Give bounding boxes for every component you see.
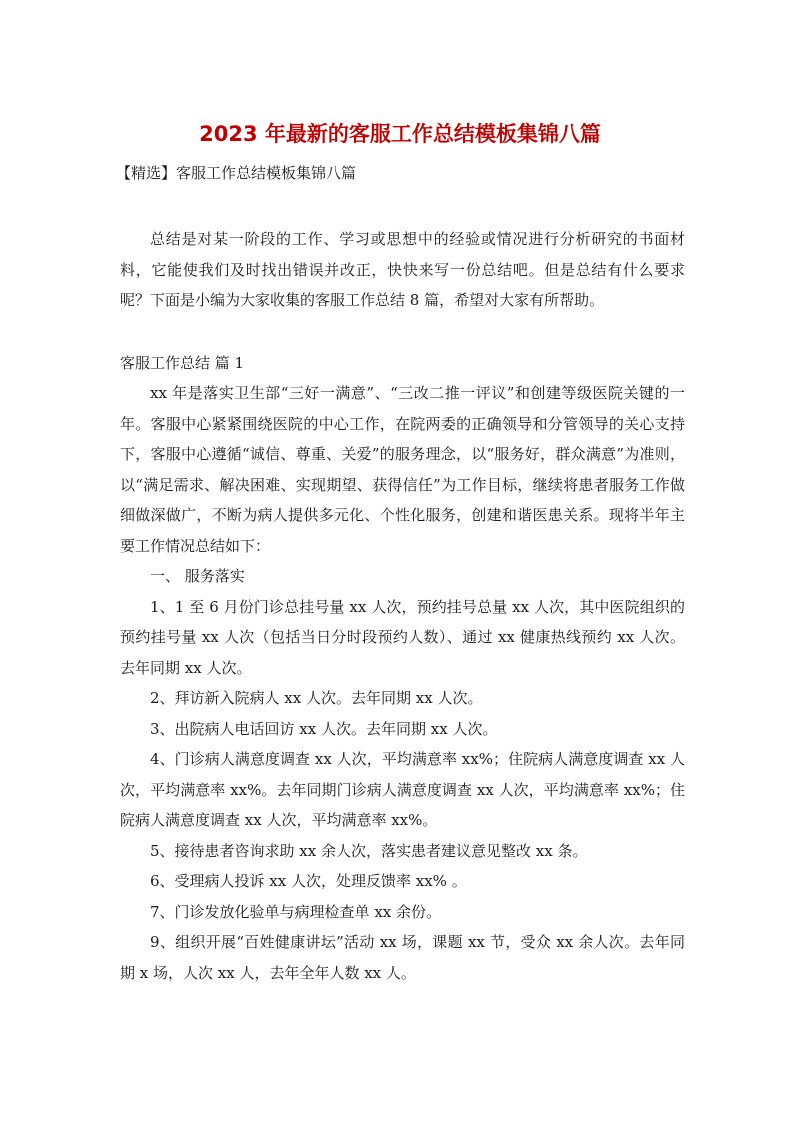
list-item: 3、出院病人电话回访 xx 人次。去年同期 xx 人次。: [150, 719, 498, 738]
body-paragraph: xx 年是落实卫生部“三好一满意”、“三改二推一评议”和创建等级医院关键的一年。客服中心紧紧围绕医院的中心工作，在院两委的正确领导和分管领导的关心支持下，客服中心遵循“诚信、尊重、关爱”的服务理念，以“服务好，群众满意”为准则，以“满足需求、解决困难、实现期望、获得信任”为工作目标，继续将患者服务工作做细做深做广，不断为病人提供多元化、个性化服务，创建和谐医患关系。现将半年主要工作情况总结如下：: [120, 384, 685, 555]
section-heading: 一、 服务落实: [150, 567, 245, 585]
document-title: 2023 年最新的客服工作总结模板集锦八篇: [199, 122, 601, 146]
list-item: 6、受理病人投诉 xx 人次，处理反馈率 xx% 。: [150, 872, 467, 890]
document-body: [120, 224, 685, 988]
document-subtitle: 【精选】客服工作总结模板集锦八篇: [116, 164, 357, 182]
section-title: 客服工作总结 篇 1: [120, 353, 245, 372]
list-item: 7、门诊发放化验单与病理检查单 xx 余份。: [150, 902, 442, 921]
list-item: 1、1 至 6 月份门诊总挂号量 xx 人次，预约挂号总量 xx 人次，其中医院组织的预约挂号量 xx 人次（包括当日分时段预约人数）、通过 xx 健康热线预约 xx 人次。去年同期 xx 人次。: [120, 597, 685, 677]
list-item: 5、接待患者咨询求助 xx 余人次，落实患者建议意见整改 xx 条。: [150, 841, 588, 860]
list-item: 4、门诊病人满意度调查 xx 人次，平均满意率 xx%；住院病人满意度调查 xx 人次，平均满意率 xx%。去年同期门诊病人满意度调查 xx 人次，平均满意率 xx%；住院病人满意度调查 xx 人次，平均满意率 xx%。: [120, 750, 685, 829]
list-item: 2、拜访新入院病人 xx 人次。去年同期 xx 人次。: [150, 689, 483, 707]
list-item: 9、组织开展“百姓健康讲坛”活动 xx 场，课题 xx 节，受众 xx 余人次。去年同期 x 场，人次 xx 人，去年全年人数 xx 人。: [120, 933, 685, 982]
intro-paragraph: 总结是对某一阶段的工作、学习或思想中的经验或情况进行分析研究的书面材料，它能使我们及时找出错误并改正，快快来写一份总结吧。但是总结有什么要求呢？下面是小编为大家收集的客服工作总结 8 篇，希望对大家有所帮助。: [120, 230, 685, 309]
